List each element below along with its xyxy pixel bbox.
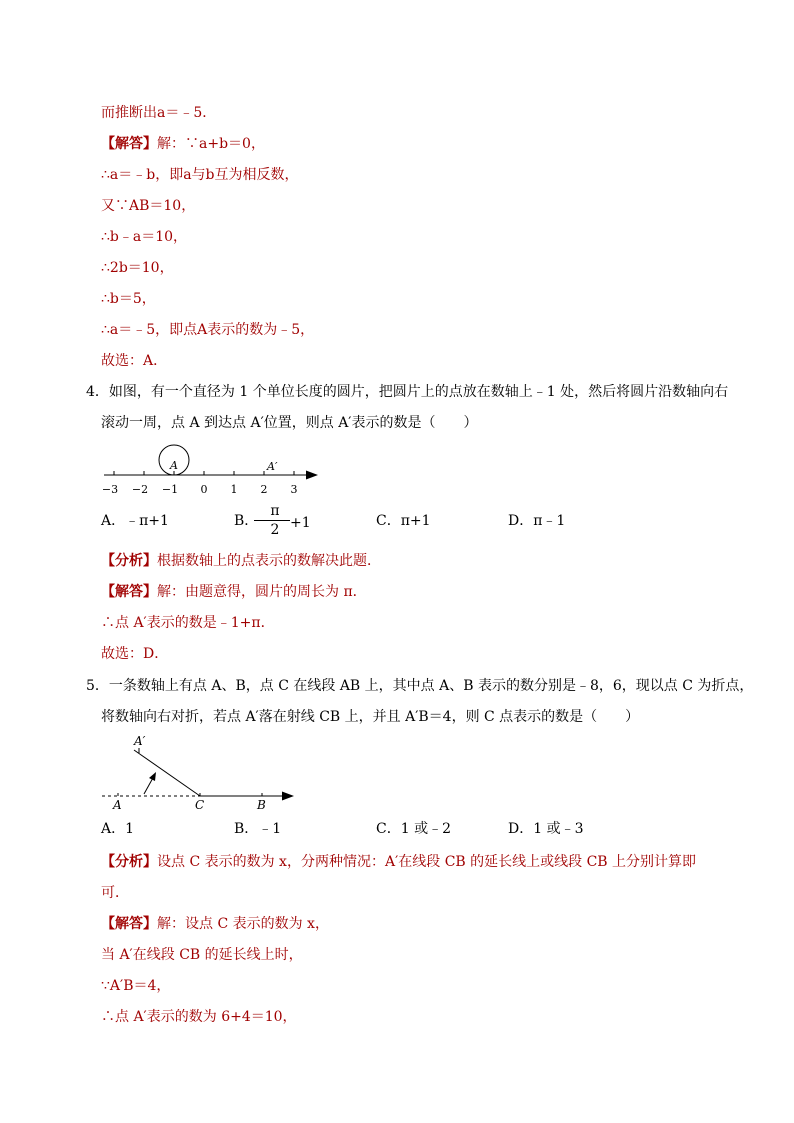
fraction-bar [256, 520, 290, 521]
solution-line: 【解答】解：∵a+b＝0， [101, 136, 265, 152]
option-d: D．π﹣1 [508, 513, 566, 529]
tick-label: 3 [290, 483, 298, 496]
point-a-label: A [170, 459, 178, 472]
tick-label: −3 [101, 483, 119, 496]
question-4-number-line-figure [96, 443, 336, 499]
option-b-fraction [262, 503, 288, 538]
answer-tag: 【解答】 [101, 584, 157, 600]
analysis-line: 可． [101, 885, 129, 901]
tick-label: 2 [260, 483, 268, 496]
analysis-tag: 【分析】 [101, 854, 157, 870]
question-4-stem-line2: 滚动一周，点 A 到达点 A′位置，则点 A′表示的数是（ ） [101, 415, 478, 431]
solution-line: ∴a＝﹣b，即a与b互为相反数， [101, 167, 299, 183]
answer-tag: 【解答】 [101, 136, 157, 152]
answer-line: ∴点 A′表示的数是﹣1+π． [101, 615, 275, 631]
option-a: A．1 [101, 821, 135, 837]
fraction-minus [254, 520, 259, 521]
option-b: B． [234, 513, 259, 529]
option-d: D．1 或﹣3 [508, 821, 584, 837]
option-c: C．1 或﹣2 [376, 821, 451, 837]
tick-label: −1 [161, 483, 179, 496]
point-c-label: C [195, 798, 205, 810]
solution-line: 又∵AB＝10， [101, 198, 196, 214]
solution-line: ∴b﹣a＝10， [101, 229, 188, 245]
answer-line: 当 A′在线段 CB 的延长线上时， [101, 947, 303, 963]
folded-ray [134, 750, 200, 796]
fraction-numerator: π [270, 503, 280, 519]
answer-line: ∵A′B＝4， [101, 978, 171, 994]
point-a-prime-label: A′ [267, 460, 278, 473]
answer-line: 【解答】解：由题意得，圆片的周长为 π． [101, 584, 367, 600]
question-4-stem-line1: 4．如图，有一个直径为 1 个单位长度的圆片，把圆片上的点放在数轴上﹣1 处，然后将圆片沿数轴向右 [86, 384, 729, 400]
answer-line: 【解答】解：设点 C 表示的数为 x， [101, 916, 329, 932]
question-5-stem-line1: 5．一条数轴上有点 A、B，点 C 在线段 AB 上，其中点 A、B 表示的数分别是﹣8，6，现以点 C 为折点， [86, 678, 754, 694]
analysis-line: 【分析】根据数轴上的点表示的数解决此题． [101, 553, 381, 569]
analysis-line: 【分析】设点 C 表示的数为 x，分两种情况：A′在线段 CB 的延长线上或线段 CB 上分别计算即 [101, 854, 697, 870]
tick-label: −2 [131, 483, 149, 496]
question-5-fold-figure [96, 730, 306, 810]
point-a-label: A [113, 798, 122, 810]
solution-line: ∴a＝﹣5，即点A表示的数为﹣5， [101, 322, 315, 338]
answer-tag: 【解答】 [101, 916, 157, 932]
solution-line: ∴2b＝10， [101, 260, 174, 276]
solution-line: ∴b＝5， [101, 291, 156, 307]
point-a-prime-label: A′ [134, 734, 146, 748]
solution-line: 故选：A． [101, 353, 168, 369]
tick-label: 0 [200, 483, 208, 496]
option-b-suffix: +1 [290, 515, 311, 531]
analysis-tag: 【分析】 [101, 553, 157, 569]
option-b: B．﹣1 [234, 821, 282, 837]
fraction-denominator: 2 [270, 522, 280, 538]
tick-label: 1 [230, 483, 238, 496]
question-5-stem-line2: 将数轴向右对折，若点 A′落在射线 CB 上，并且 A′B＝4，则 C 点表示的数是（ ） [101, 709, 640, 725]
option-c: C．π+1 [376, 513, 431, 529]
point-b-label: B [257, 798, 266, 810]
option-a: A．﹣π+1 [101, 513, 169, 529]
answer-line: ∴点 A′表示的数为 6+4＝10， [101, 1009, 297, 1025]
answer-line: 故选：D． [101, 646, 169, 662]
solution-line: 而推断出a＝﹣5． [101, 105, 217, 121]
